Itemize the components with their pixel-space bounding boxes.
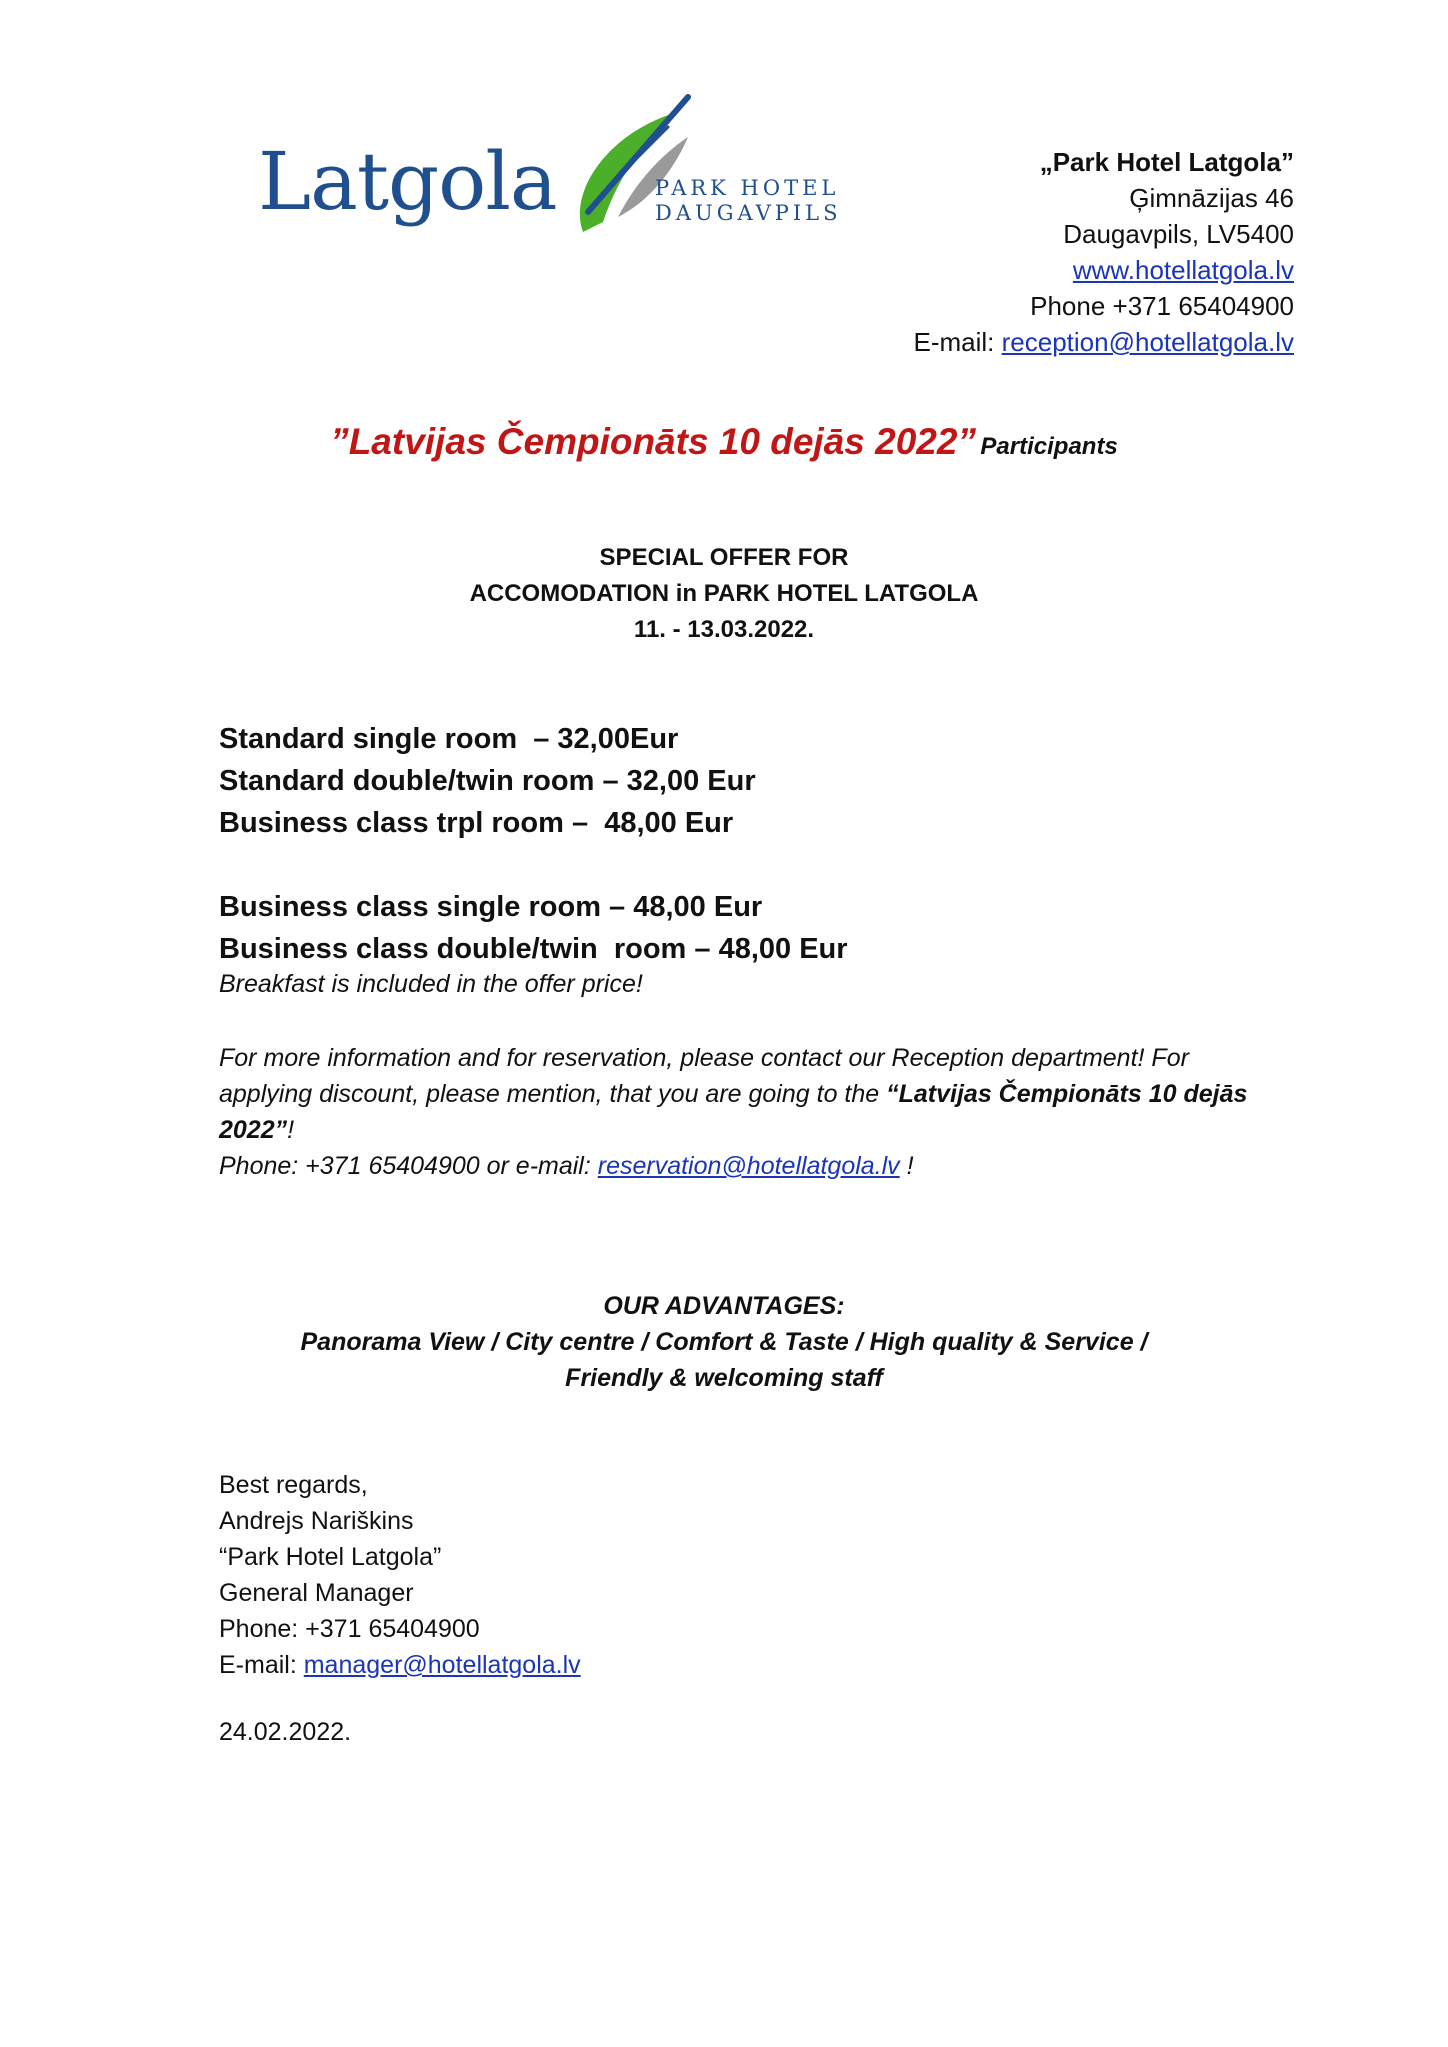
advantages-title: OUR ADVANTAGES: (603, 1292, 845, 1320)
rate-business-single: Business class single room – 48,00 Eur (219, 891, 763, 923)
contact-event-name: “Latvijas Čempionāts 10 dejās 2022” (219, 1080, 1248, 1144)
signature-block (219, 1467, 581, 1683)
offer-line1: SPECIAL OFFER FOR (599, 544, 849, 571)
advantages-section (0, 1288, 1448, 1396)
event-participants: Participants (980, 433, 1118, 460)
signer-phone: Phone: +371 65404900 (219, 1615, 480, 1643)
signer-email-label: E-mail: (219, 1651, 304, 1679)
logo-subtitle-line1: PARK HOTEL (655, 176, 840, 200)
contact-paragraph: For more information and for reservation, please contact our Reception department! For applying discount, please mention, that you are going to the “Latvijas Čempionāts 10 dejās 2022”! Phone: +371 65404900 or e-mail: reservation@hotellatgola.lv ! (219, 1044, 1248, 1180)
rate-standard-single: Standard single room – 32,00Eur (219, 723, 679, 755)
letter-date: 24.02.2022. (219, 1718, 352, 1746)
website-link[interactable]: www.hotellatgola.lv (1072, 255, 1294, 285)
reservation-email-link[interactable]: reservation@hotellatgola.lv (597, 1152, 900, 1180)
rate-standard-double: Standard double/twin room – 32,00 Eur (219, 765, 756, 797)
offer-heading (0, 540, 1448, 648)
signer-role: General Manager (219, 1579, 414, 1607)
offer-line2: ACCOMODATION in PARK HOTEL LATGOLA (469, 580, 979, 607)
reception-email-link[interactable]: reception@hotellatgola.lv (1001, 327, 1294, 357)
hotel-address (774, 144, 1294, 360)
email-label: E-mail: (913, 327, 1002, 357)
logo-wordmark: Latgola (258, 135, 557, 228)
room-rates (219, 718, 848, 970)
contact-phone: Phone: +371 65404900 or e-mail: (219, 1152, 598, 1180)
hotel-logo (258, 92, 858, 252)
breakfast-note: Breakfast is included in the offer price! (219, 970, 643, 998)
logo-subtitle-line2: DAUGAVPILS (655, 201, 842, 226)
hotel-name: „Park Hotel Latgola” (1039, 147, 1294, 177)
signer-company: “Park Hotel Latgola” (219, 1543, 442, 1571)
advantages-line2: Friendly & welcoming staff (565, 1364, 883, 1392)
signer-name: Andrejs Nariškins (219, 1507, 414, 1535)
contact-text: For more information and for reservation, please contact our Reception department! For applying discount, please mention, that you are going to the (219, 1044, 1189, 1108)
street: Ģimnāzijas 46 (1129, 183, 1294, 213)
rate-business-double: Business class double/twin room – 48,00 Eur (219, 933, 848, 965)
regards: Best regards, (219, 1471, 368, 1499)
hotel-phone: Phone +371 65404900 (1030, 291, 1294, 321)
event-headline (0, 421, 1448, 463)
manager-email-link[interactable]: manager@hotellatgola.lv (303, 1651, 581, 1679)
advantages-line1: Panorama View / City centre / Comfort & Taste / High quality & Service / (300, 1328, 1148, 1356)
event-title: ”Latvijas Čempionāts 10 dejās 2022” (330, 421, 976, 462)
city: Daugavpils, LV5400 (1063, 219, 1294, 249)
rate-business-triple: Business class trpl room – 48,00 Eur (219, 807, 734, 839)
offer-dates: 11. - 13.03.2022. (633, 616, 815, 643)
